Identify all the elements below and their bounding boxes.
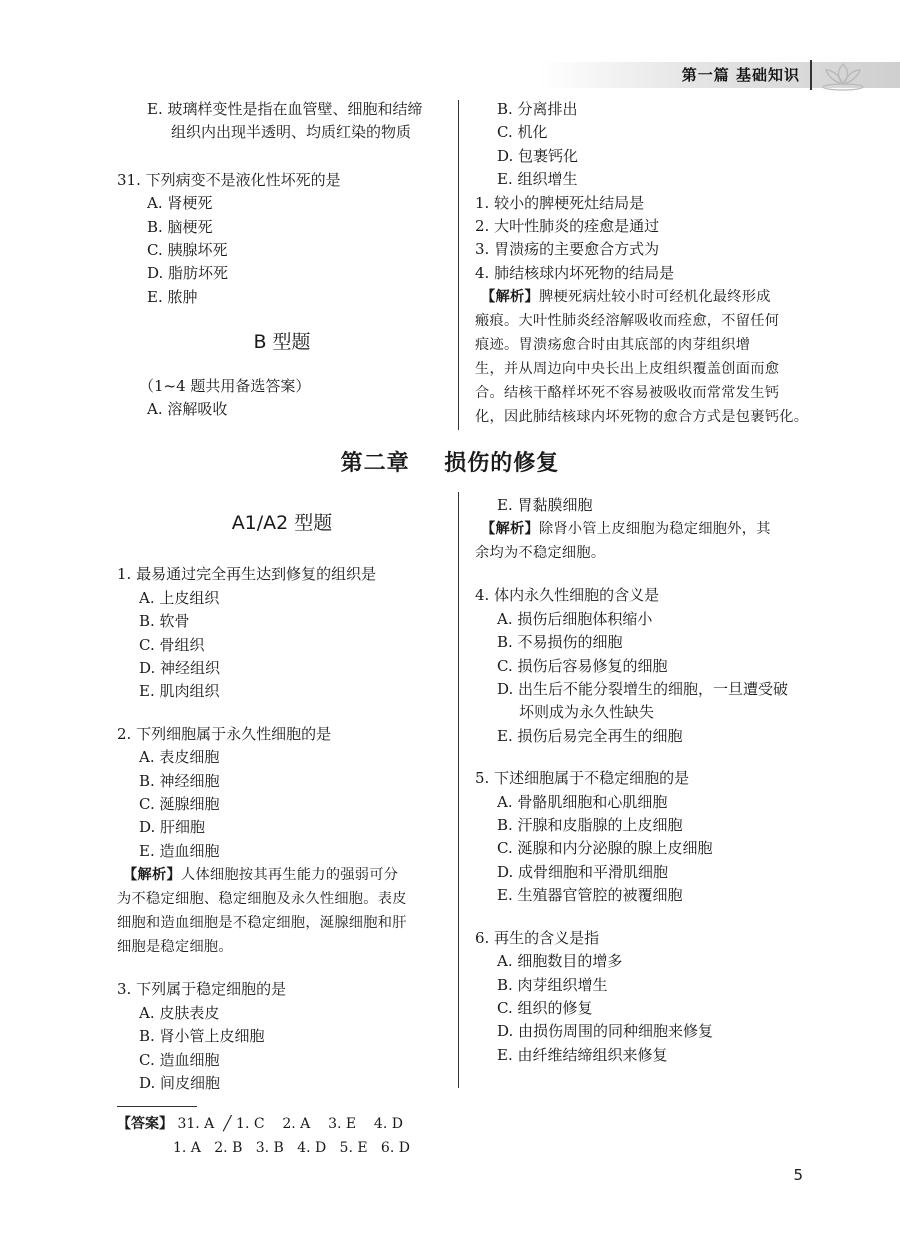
b-type-section-title: B 型题 — [253, 331, 311, 354]
bottom-left-column — [117, 512, 447, 1095]
q30-option-e-line1: E. 玻璃样变性是指在血管壁、细胞和结缔 — [147, 100, 423, 118]
q5-option-a: A. 骨骼肌细胞和心肌细胞 — [497, 792, 668, 811]
b-question-3: 3. 胃溃疡的主要愈合方式为 — [475, 240, 660, 259]
q2-option-e: E. 造血细胞 — [139, 841, 220, 860]
q31-option-a: A. 肾梗死 — [147, 194, 213, 213]
q2-option-b: B. 神经细胞 — [139, 771, 220, 790]
q4-option-b: B. 不易损伤的细胞 — [497, 633, 623, 652]
shared-options-note: （1~4 题共用备选答案） — [139, 376, 311, 395]
q3-option-a: A. 皮肤表皮 — [139, 1003, 220, 1022]
q1-option-b: B. 软骨 — [139, 612, 190, 631]
q3-analysis-line-1: 除肾小管上皮细胞为稳定细胞外，其 — [538, 521, 771, 538]
top-column-divider — [458, 100, 459, 430]
q3-option-d: D. 间皮细胞 — [139, 1073, 221, 1092]
q31-option-e: E. 脓肿 — [147, 287, 198, 306]
q6-option-e: E. 由纤维结缔组织来修复 — [497, 1045, 668, 1064]
question-2: 2. 下列细胞属于永久性细胞的是 — [117, 724, 332, 743]
question-6: 6. 再生的含义是指 — [475, 928, 600, 947]
chapter-title: 第二章 损伤的修复 — [340, 450, 560, 476]
q5-option-e: E. 生殖器官管腔的被覆细胞 — [497, 886, 683, 905]
analysis-line-6: 化，因此肺结核球内坏死物的愈合方式是包裹钙化。 — [475, 409, 809, 426]
answer-line-2: 1. A 2. B 3. B 4. D 5. E 6. D — [173, 1140, 410, 1156]
q2-analysis-line-3: 细胞和造血细胞是不稳定细胞，涎腺细胞和肝 — [117, 915, 407, 932]
q1-option-e: E. 肌肉组织 — [139, 682, 220, 701]
q4-option-d: D. 出生后不能分裂增生的细胞，一旦遭受破 — [497, 680, 789, 699]
q3-analysis — [475, 517, 810, 565]
shared-option-e: E. 组织增生 — [497, 170, 578, 189]
a1a2-section-title: A1/A2 型题 — [231, 512, 333, 534]
q2-analysis-label: 【解析】 — [123, 867, 181, 884]
q2-option-c: C. 涎腺细胞 — [139, 795, 220, 814]
q2-analysis-line-4: 细胞是稳定细胞。 — [117, 939, 233, 956]
page-number: 5 — [793, 1166, 803, 1184]
shared-option-c: C. 机化 — [497, 123, 548, 142]
q30-option-e-line2: 组织内出现半透明、均质红染的物质 — [171, 123, 412, 142]
q2-analysis — [117, 863, 447, 959]
b-question-4: 4. 肺结核球内坏死物的结局是 — [475, 263, 675, 282]
b-analysis — [475, 285, 810, 429]
q6-option-c: C. 组织的修复 — [497, 998, 593, 1017]
lotus-logo-icon — [816, 58, 870, 92]
q31-option-c: C. 胰腺坏死 — [147, 241, 228, 260]
b-question-1: 1. 较小的脾梗死灶结局是 — [475, 193, 645, 212]
question-1: 1. 最易通过完全再生达到修复的组织是 — [117, 565, 377, 584]
bottom-column-divider — [458, 492, 459, 1088]
q1-option-a: A. 上皮组织 — [139, 588, 220, 607]
answer-label: 【答案】 — [117, 1116, 173, 1132]
q6-option-d: D. 由损伤周围的同种细胞来修复 — [497, 1022, 714, 1041]
q6-option-a: A. 细胞数目的增多 — [497, 952, 623, 971]
question-4: 4. 体内永久性细胞的含义是 — [475, 586, 660, 605]
analysis-line-5: 合。结核干酪样坏死不容易被吸收而常常发生钙 — [475, 385, 780, 402]
q4-option-e: E. 损伤后易完全再生的细胞 — [497, 726, 683, 745]
header-separator — [810, 60, 812, 90]
answer-key — [117, 1112, 410, 1160]
q5-option-c: C. 涎腺和内分泌腺的腺上皮细胞 — [497, 839, 713, 858]
shared-option-a: A. 溶解吸收 — [147, 400, 228, 419]
q3-option-b: B. 肾小管上皮细胞 — [139, 1027, 265, 1046]
analysis-line-2: 瘢痕。大叶性肺炎经溶解吸收而痊愈，不留任何 — [475, 313, 780, 330]
running-header — [540, 58, 900, 92]
q5-option-d: D. 成骨细胞和平滑肌细胞 — [497, 862, 669, 881]
q3-analysis-label: 【解析】 — [481, 521, 539, 538]
q5-option-b: B. 汗腺和皮脂腺的上皮细胞 — [497, 816, 683, 835]
q1-option-c: C. 骨组织 — [139, 635, 205, 654]
shared-option-b: B. 分离排出 — [497, 100, 578, 118]
answers-rule — [117, 1106, 197, 1107]
bottom-right-column — [475, 494, 810, 1067]
q3-analysis-line-2: 余均为不稳定细胞。 — [475, 545, 606, 562]
q4-option-a: A. 损伤后细胞体积缩小 — [497, 609, 653, 628]
q2-option-d: D. 肝细胞 — [139, 818, 206, 837]
q31-option-d: D. 脂肪坏死 — [147, 264, 229, 283]
header-title: 第一篇 基础知识 — [681, 66, 800, 84]
q6-option-b: B. 肉芽组织增生 — [497, 975, 608, 994]
q3-option-e: E. 胃黏膜细胞 — [497, 496, 593, 514]
analysis-label: 【解析】 — [481, 289, 539, 306]
analysis-line-4: 生，并从周边向中央长出上皮组织覆盖创面而愈 — [475, 361, 780, 378]
question-5: 5. 下述细胞属于不稳定细胞的是 — [475, 769, 690, 788]
q2-option-a: A. 表皮细胞 — [139, 748, 220, 767]
q4-option-c: C. 损伤后容易修复的细胞 — [497, 656, 668, 675]
q3-option-c: C. 造血细胞 — [139, 1050, 220, 1069]
analysis-line-1: 脾梗死病灶较小时可经机化最终形成 — [538, 289, 771, 306]
question-3: 3. 下列属于稳定细胞的是 — [117, 980, 287, 999]
q4-option-d-cont: 坏则成为永久性缺失 — [519, 703, 655, 722]
analysis-line-3: 痕迹。胃溃疡愈合时由其底部的肉芽组织增 — [475, 337, 751, 354]
b-question-2: 2. 大叶性肺炎的痊愈是通过 — [475, 217, 660, 236]
top-right-column — [475, 98, 810, 429]
top-left-column — [117, 98, 447, 421]
q31-option-b: B. 脑梗死 — [147, 217, 213, 236]
shared-option-d: D. 包裹钙化 — [497, 146, 579, 165]
q1-option-d: D. 神经组织 — [139, 659, 221, 678]
question-31: 31. 下列病变不是液化性坏死的是 — [117, 170, 341, 189]
q2-analysis-line-2: 为不稳定细胞、稳定细胞及永久性细胞。表皮 — [117, 891, 407, 908]
q2-analysis-line-1: 人体细胞按其再生能力的强弱可分 — [180, 867, 399, 884]
answer-line-1: 31. A ╱ 1. C 2. A 3. E 4. D — [177, 1116, 403, 1132]
